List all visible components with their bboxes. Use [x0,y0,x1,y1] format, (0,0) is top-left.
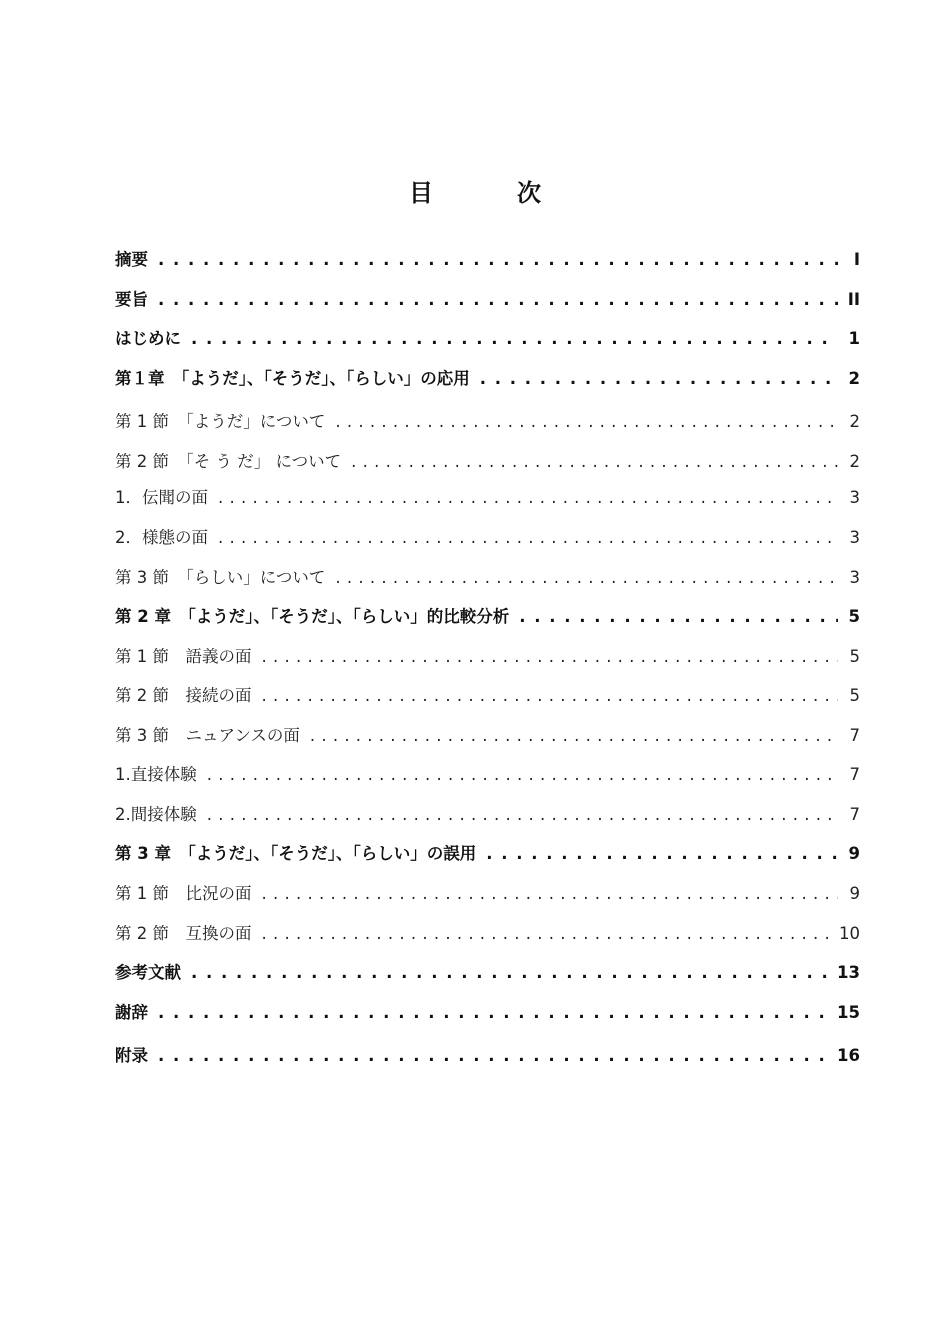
toc-entry-label: 第 2 節 「そ う だ」 について [115,449,351,475]
toc-entry-page: 7 [838,723,860,749]
toc-entry-label: 第１章 「ようだ」、「そうだ」、「らしい」の応用 [115,366,480,392]
toc-entry[interactable] [115,449,860,475]
toc-entry-label: 第 2 節 互換の面 [115,921,262,947]
toc-entry[interactable] [115,247,860,273]
toc-entry-page: 10 [831,921,860,947]
toc-entry[interactable] [115,762,860,788]
dot-leader [262,683,839,709]
dot-leader [351,449,838,475]
toc-entry-page: 5 [838,644,860,670]
toc-entry-label: 2．様態の面 [115,525,218,551]
toc-entry[interactable] [115,565,860,591]
toc-entry[interactable] [115,525,860,551]
dot-leader [262,644,839,670]
toc-entry-page: 16 [829,1043,860,1069]
dot-leader [519,604,838,630]
toc-entry-label: 要旨 [115,287,158,313]
dot-leader [158,287,838,313]
toc-entry-label: 摘要 [115,247,158,273]
toc-entry-page: 1 [838,326,860,352]
toc-entry-label: 第 3 節 ニュアンスの面 [115,723,310,749]
toc-entry-label: はじめに [115,326,191,352]
toc-entry[interactable] [115,723,860,749]
dot-leader [158,1000,829,1026]
dot-leader [262,921,832,947]
toc-entry[interactable] [115,366,860,392]
toc-entry-label: 2.間接体験 [115,802,207,828]
toc-entry-page: 5 [838,683,860,709]
toc-entry-page: 13 [829,960,860,986]
dot-leader [207,802,838,828]
toc-entry[interactable] [115,604,860,630]
dot-leader [191,960,829,986]
toc-entry-label: 第 2 節 接続の面 [115,683,262,709]
toc-entry-label: 第 3 章 「ようだ」、「そうだ」、「らしい」の誤用 [115,841,486,867]
toc-entry[interactable] [115,287,860,313]
toc-entry[interactable] [115,1043,860,1069]
dot-leader [335,409,838,435]
toc-entry[interactable] [115,644,860,670]
dot-leader [262,881,839,907]
toc-entry-label: 附录 [115,1043,158,1069]
dot-leader [335,565,838,591]
toc-entry-label: 1．伝聞の面 [115,485,218,511]
toc-entry-label: 第 1 節 比況の面 [115,881,262,907]
toc-entry[interactable] [115,921,860,947]
toc-entry[interactable] [115,960,860,986]
toc-entry[interactable] [115,485,860,511]
toc-entry-page: 9 [838,841,860,867]
toc-entry[interactable] [115,841,860,867]
toc-entry-page: 9 [838,881,860,907]
toc-entry-label: 1.直接体験 [115,762,207,788]
toc-entry[interactable] [115,1000,860,1026]
table-of-contents [115,0,860,1344]
toc-entry-label: 第 1 節 「ようだ」について [115,409,335,435]
toc-entry-page: 15 [829,1000,860,1026]
toc-entry[interactable] [115,683,860,709]
toc-entry-page: 3 [838,485,860,511]
toc-entry-label: 参考文献 [115,960,191,986]
toc-entry-page: 3 [838,565,860,591]
dot-leader [310,723,838,749]
toc-entry-page: 2 [838,366,860,392]
page-title: 目 次 [409,179,571,207]
toc-entry-label: 第 3 節 「らしい」について [115,565,335,591]
toc-entry[interactable] [115,802,860,828]
dot-leader [480,366,838,392]
toc-entry-page: 2 [838,449,860,475]
dot-leader [191,326,838,352]
dot-leader [218,525,838,551]
dot-leader [218,485,838,511]
toc-entry-page: 5 [838,604,860,630]
toc-entry-page: 2 [838,409,860,435]
dot-leader [158,247,838,273]
dot-leader [486,841,838,867]
toc-entry-page: 7 [838,802,860,828]
toc-entry[interactable] [115,409,860,435]
toc-entry-label: 第 1 節 語義の面 [115,644,262,670]
toc-entry-page: 7 [838,762,860,788]
toc-entry-label: 謝辞 [115,1000,158,1026]
toc-entry-page: II [838,287,860,313]
dot-leader [158,1043,829,1069]
toc-entry-page: I [838,247,860,273]
toc-entry-label: 第 2 章 「ようだ」、「そうだ」、「らしい」的比較分析 [115,604,519,630]
toc-entry-page: 3 [838,525,860,551]
toc-entry[interactable] [115,326,860,352]
toc-entry[interactable] [115,881,860,907]
dot-leader [207,762,838,788]
